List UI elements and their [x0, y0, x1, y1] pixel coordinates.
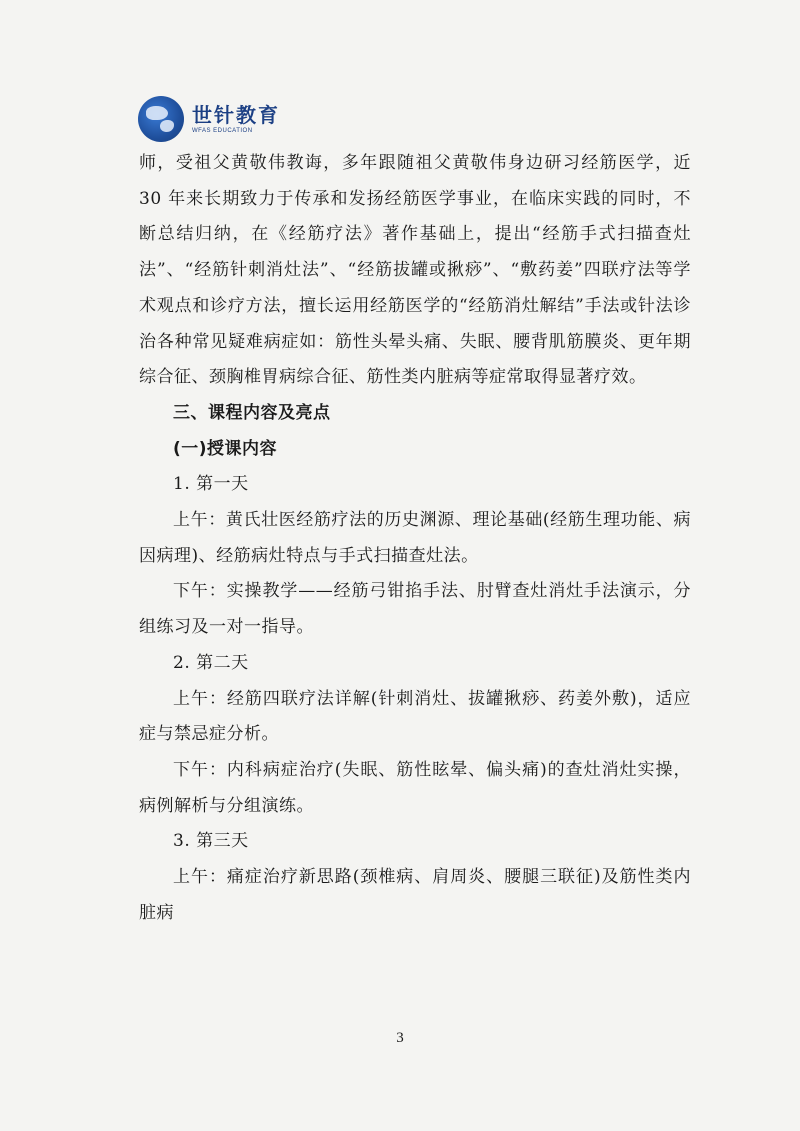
day2-title: 2. 第二天	[173, 652, 249, 673]
logo-text	[192, 103, 280, 135]
day1-afternoon: 下午：实操教学——经筋弓钳掐手法、肘臂查灶消灶手法演示，分组练习及一对一指导。	[139, 581, 691, 638]
header-logo	[138, 96, 280, 142]
day1-title: 1. 第一天	[173, 474, 249, 495]
paragraph-biography: 师，受祖父黄敬伟教诲，多年跟随祖父黄敬伟身边研习经筋医学，近 30 年来长期致力于传承和发扬经筋医学事业，在临床实践的同时，不断总结归纳，在《经筋疗法》著作基础上，提出“经筋手式扫描查灶法”、“经筋针刺消灶法”、“经筋拔罐或揪痧”、“敷药姜”四联疗法等学术观点和诊疗方法，擅长运用经筋医学的“经筋消灶解结”手法或针法诊治各种常见疑难病症如：筋性头晕头痛、失眠、腰背肌筋膜炎、更年期综合征、颈胸椎胃病综合征、筋性类内脏病等症常取得显著疗效。	[139, 153, 691, 388]
day1-morning: 上午：黄氏壮医经筋疗法的历史渊源、理论基础(经筋生理功能、病因病理)、经筋病灶特点与手式扫描查灶法。	[139, 510, 691, 566]
day2-morning: 上午：经筋四联疗法详解(针刺消灶、拔罐揪痧、药姜外敷)，适应症与禁忌症分析。	[139, 688, 691, 745]
globe-logo-icon	[138, 96, 184, 142]
section-title-course-content: 三、课程内容及亮点	[173, 402, 331, 423]
logo-english-name: WFAS EDUCATION	[192, 128, 253, 134]
document-body	[139, 146, 691, 931]
page-number: 3	[396, 1030, 404, 1046]
subsection-title-teaching-content: (一)授课内容	[173, 438, 278, 459]
day3-morning: 上午：痛症治疗新思路(颈椎病、肩周炎、腰腿三联征)及筋性类内脏病	[139, 867, 691, 923]
day2-afternoon: 下午：内科病症治疗(失眠、筋性眩晕、偏头痛)的查灶消灶实操，病例解析与分组演练。	[139, 759, 691, 816]
logo-chinese-name: 世针教育	[192, 103, 280, 127]
day3-title: 3. 第三天	[173, 831, 249, 852]
